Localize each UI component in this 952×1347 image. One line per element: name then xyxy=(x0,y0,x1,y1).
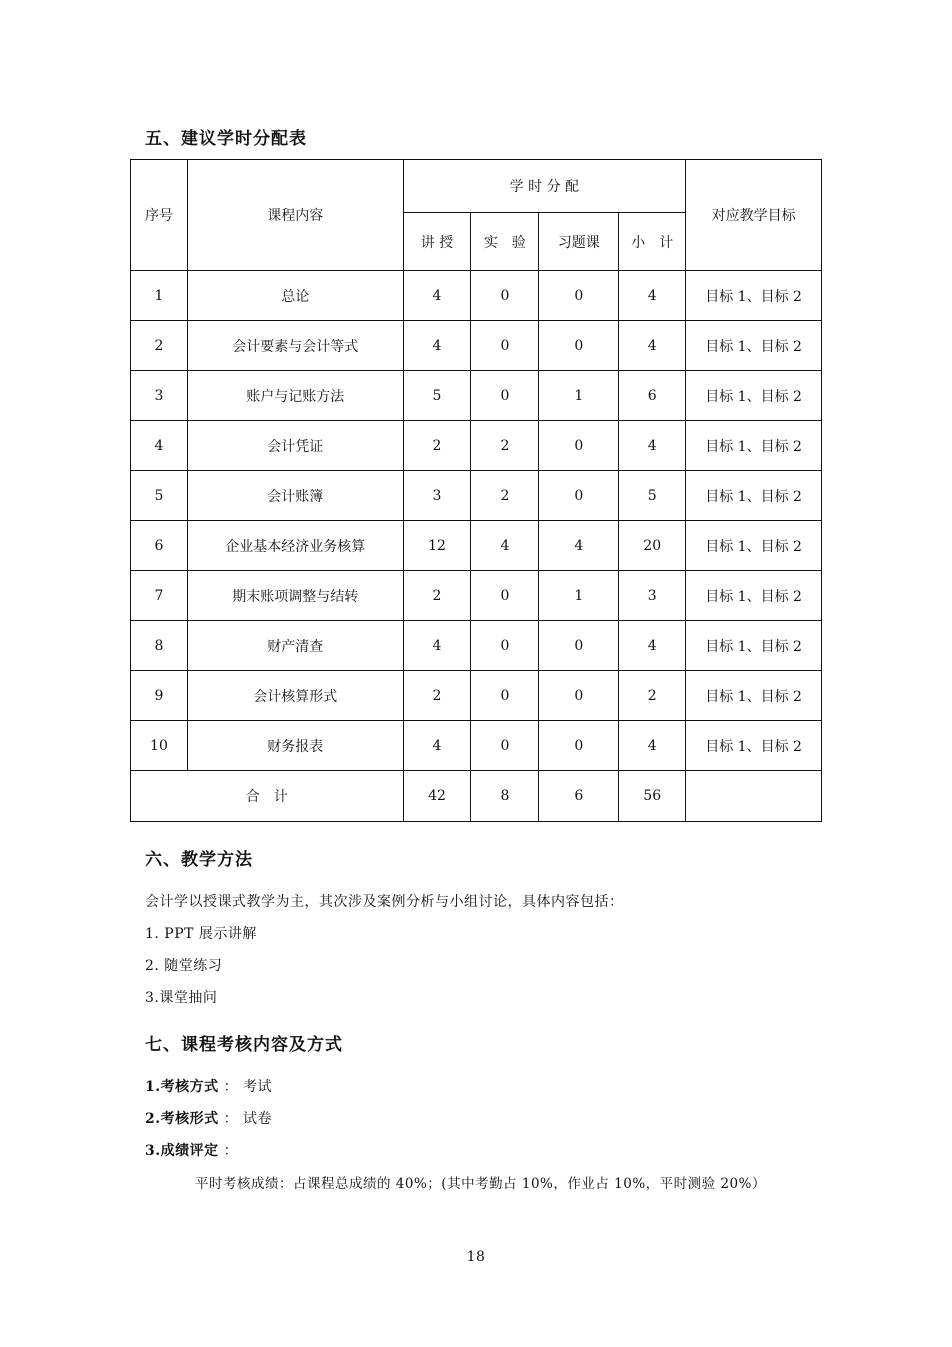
cell-seq: 1 xyxy=(131,271,188,321)
grade-evaluation-label: 3.成绩评定 xyxy=(145,1143,219,1159)
cell-content: 会计账簿 xyxy=(187,471,403,521)
cell-exercise: 0 xyxy=(539,271,619,321)
cell-exercise: 0 xyxy=(539,421,619,471)
header-lecture: 讲 授 xyxy=(403,213,471,271)
cell-subtotal: 20 xyxy=(619,521,686,571)
cell-goal: 目标 1、目标 2 xyxy=(686,321,822,371)
page-number: 18 xyxy=(466,1249,486,1265)
cell-content: 会计要素与会计等式 xyxy=(187,321,403,371)
table-row xyxy=(131,271,822,321)
cell-lab: 2 xyxy=(471,421,539,471)
teaching-method-item-3: 3.课堂抽问 xyxy=(145,990,218,1006)
cell-subtotal: 3 xyxy=(619,571,686,621)
cell-content: 会计核算形式 xyxy=(187,671,403,721)
cell-lab: 4 xyxy=(471,521,539,571)
cell-lecture: 5 xyxy=(403,371,471,421)
cell-exercise: 0 xyxy=(539,671,619,721)
cell-content: 期末账项调整与结转 xyxy=(187,571,403,621)
cell-goal: 目标 1、目标 2 xyxy=(686,421,822,471)
table-row xyxy=(131,321,822,371)
cell-exercise: 4 xyxy=(539,521,619,571)
header-allocation: 学 时 分 配 xyxy=(403,160,686,213)
cell-goal: 目标 1、目标 2 xyxy=(686,721,822,771)
header-exercise: 习题课 xyxy=(539,213,619,271)
cell-lecture: 4 xyxy=(403,721,471,771)
cell-content: 财产清查 xyxy=(187,621,403,671)
table-row xyxy=(131,471,822,521)
cell-exercise: 1 xyxy=(539,571,619,621)
assessment-method-separator: ： xyxy=(223,1079,239,1095)
cell-seq: 7 xyxy=(131,571,188,621)
cell-exercise: 0 xyxy=(539,321,619,371)
cell-seq: 8 xyxy=(131,621,188,671)
table-row xyxy=(131,621,822,671)
cell-seq: 6 xyxy=(131,521,188,571)
section-6-title: 六、教学方法 xyxy=(145,850,253,870)
grade-evaluation-line xyxy=(145,1140,238,1160)
cell-goal: 目标 1、目标 2 xyxy=(686,471,822,521)
section-5-title: 五、建议学时分配表 xyxy=(145,129,307,149)
cell-content: 总论 xyxy=(187,271,403,321)
table-row xyxy=(131,571,822,621)
cell-seq: 9 xyxy=(131,671,188,721)
cell-subtotal: 5 xyxy=(619,471,686,521)
cell-lecture: 12 xyxy=(403,521,471,571)
cell-subtotal: 4 xyxy=(619,421,686,471)
cell-lecture: 4 xyxy=(403,621,471,671)
total-lab: 8 xyxy=(471,771,539,822)
cell-lecture: 4 xyxy=(403,321,471,371)
table-row xyxy=(131,421,822,471)
assessment-method-value: 考试 xyxy=(243,1079,273,1095)
total-goal xyxy=(686,771,822,822)
cell-subtotal: 4 xyxy=(619,721,686,771)
cell-lab: 0 xyxy=(471,621,539,671)
table-row xyxy=(131,521,822,571)
header-lab: 实 验 xyxy=(471,213,539,271)
cell-lecture: 4 xyxy=(403,271,471,321)
cell-lab: 0 xyxy=(471,671,539,721)
table-row xyxy=(131,671,822,721)
teaching-method-intro: 会计学以授课式教学为主，其次涉及案例分析与小组讨论，具体内容包括： xyxy=(145,894,624,910)
table-row xyxy=(131,371,822,421)
cell-lab: 0 xyxy=(471,571,539,621)
cell-seq: 10 xyxy=(131,721,188,771)
total-label: 合 计 xyxy=(131,771,404,822)
cell-goal: 目标 1、目标 2 xyxy=(686,671,822,721)
cell-lecture: 3 xyxy=(403,471,471,521)
table-header-row-1 xyxy=(131,160,822,213)
cell-subtotal: 4 xyxy=(619,621,686,671)
grade-evaluation-separator: ： xyxy=(223,1143,239,1159)
cell-content: 财务报表 xyxy=(187,721,403,771)
cell-lab: 2 xyxy=(471,471,539,521)
cell-goal: 目标 1、目标 2 xyxy=(686,571,822,621)
assessment-method-label: 1.考核方式 xyxy=(145,1079,219,1095)
cell-goal: 目标 1、目标 2 xyxy=(686,621,822,671)
cell-seq: 4 xyxy=(131,421,188,471)
header-goal: 对应教学目标 xyxy=(686,160,822,271)
cell-subtotal: 4 xyxy=(619,321,686,371)
section-7-title: 七、课程考核内容及方式 xyxy=(145,1035,343,1055)
header-seq: 序号 xyxy=(131,160,188,271)
cell-lecture: 2 xyxy=(403,571,471,621)
cell-content: 会计凭证 xyxy=(187,421,403,471)
cell-seq: 3 xyxy=(131,371,188,421)
table-row xyxy=(131,721,822,771)
total-subtotal: 56 xyxy=(619,771,686,822)
table-total-row xyxy=(131,771,822,822)
teaching-method-item-1: 1. PPT 展示讲解 xyxy=(145,926,257,942)
assessment-form-line xyxy=(145,1108,272,1128)
cell-exercise: 0 xyxy=(539,471,619,521)
assessment-form-label: 2.考核形式 xyxy=(145,1111,219,1127)
cell-subtotal: 6 xyxy=(619,371,686,421)
assessment-method-line xyxy=(145,1076,272,1096)
cell-lecture: 2 xyxy=(403,671,471,721)
cell-lecture: 2 xyxy=(403,421,471,471)
cell-content: 账户与记账方法 xyxy=(187,371,403,421)
teaching-method-item-2: 2. 随堂练习 xyxy=(145,958,223,974)
assessment-form-separator: ： xyxy=(223,1111,239,1127)
cell-exercise: 0 xyxy=(539,621,619,671)
cell-seq: 2 xyxy=(131,321,188,371)
grade-evaluation-text: 平时考核成绩：占课程总成绩的 40%；(其中考勤占 10%，作业占 10%，平时测验 20%） xyxy=(195,1176,766,1192)
cell-lab: 0 xyxy=(471,271,539,321)
cell-goal: 目标 1、目标 2 xyxy=(686,271,822,321)
cell-lab: 0 xyxy=(471,371,539,421)
cell-goal: 目标 1、目标 2 xyxy=(686,521,822,571)
assessment-form-value: 试卷 xyxy=(243,1111,273,1127)
header-subtotal: 小 计 xyxy=(619,213,686,271)
cell-exercise: 0 xyxy=(539,721,619,771)
hours-allocation-table xyxy=(130,159,822,822)
cell-exercise: 1 xyxy=(539,371,619,421)
total-lecture: 42 xyxy=(403,771,471,822)
header-content: 课程内容 xyxy=(187,160,403,271)
cell-subtotal: 2 xyxy=(619,671,686,721)
cell-seq: 5 xyxy=(131,471,188,521)
cell-lab: 0 xyxy=(471,721,539,771)
cell-subtotal: 4 xyxy=(619,271,686,321)
total-exercise: 6 xyxy=(539,771,619,822)
cell-content: 企业基本经济业务核算 xyxy=(187,521,403,571)
cell-goal: 目标 1、目标 2 xyxy=(686,371,822,421)
cell-lab: 0 xyxy=(471,321,539,371)
